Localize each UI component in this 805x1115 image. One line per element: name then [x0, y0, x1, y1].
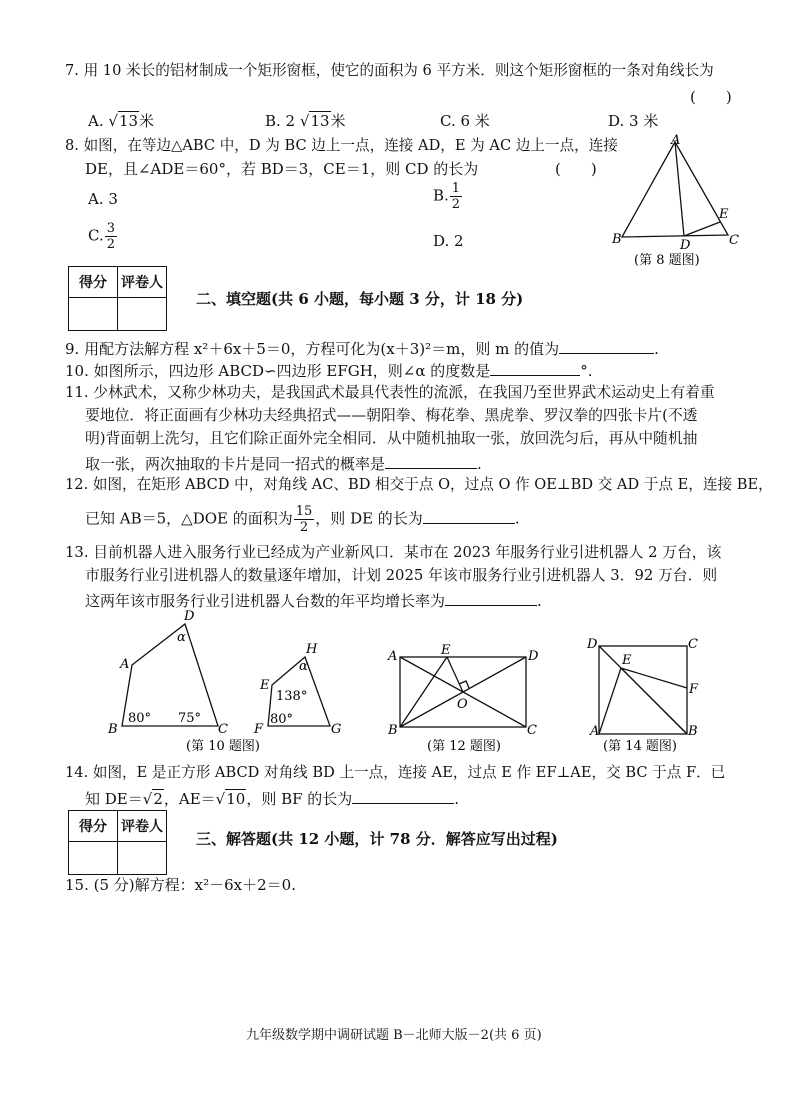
svg-text:A: A — [120, 657, 130, 672]
q8-line1: 8. 如图，在等边△ABC 中，D 为 BC 边上一点，连接 AD，E 为 AC 边上一点，连接 — [65, 137, 618, 154]
svg-text:α: α — [177, 630, 186, 645]
svg-text:B: B — [108, 722, 118, 737]
section3-title: 三、解答题(共 12 小题，计 78 分．解答应写出过程) — [196, 830, 558, 848]
svg-text:α: α — [299, 659, 308, 674]
svg-text:B: B — [388, 723, 398, 738]
svg-text:C: C — [218, 722, 228, 737]
q8-option-b: B. $\frac{1}{2}$ — [433, 181, 461, 212]
svg-text:80°: 80° — [270, 712, 294, 727]
svg-text:E: E — [260, 678, 270, 693]
svg-text:B: B — [612, 232, 622, 247]
svg-text:G: G — [331, 722, 342, 737]
svg-text:E: E — [441, 643, 451, 658]
q7-option-a: A. √13米 — [88, 112, 155, 130]
svg-text:C: C — [688, 637, 698, 652]
svg-text:C: C — [527, 723, 537, 738]
q8-option-d: D. 2 — [433, 232, 464, 250]
svg-text:O: O — [457, 697, 468, 712]
svg-text:B: B — [688, 724, 698, 739]
q13-line1: 13. 目前机器人进入服务行业已经成为产业新风口．某市在 2023 年服务行业引进机器人 2 万台，该 — [65, 544, 722, 561]
q11-line3: 明)背面朝上洗匀，且它们除正面外完全相同．从中随机抽取一张，放回洗匀后，再从中随机抽 — [85, 430, 698, 447]
section2-title: 二、填空题(共 6 小题，每小题 3 分，计 18 分) — [196, 290, 524, 308]
q7-answer-paren: ( ) — [690, 88, 732, 106]
svg-text:(第 10 题图): (第 10 题图) — [186, 739, 260, 754]
svg-text:E: E — [719, 207, 729, 222]
q11-line2: 要地位．将正面画有少林功夫经典招式——朝阳拳、梅花拳、黑虎拳、罗汉拳的四张卡片(不透 — [85, 407, 698, 424]
q13-line3: 这两年该市服务行业引进机器人台数的年平均增长率为 . — [85, 592, 542, 610]
svg-text:(第 8 题图): (第 8 题图) — [634, 253, 700, 268]
svg-text:F: F — [254, 722, 264, 737]
svg-text:A: A — [590, 724, 600, 739]
svg-text:C: C — [729, 233, 739, 248]
svg-text:(第 14 题图): (第 14 题图) — [603, 739, 677, 754]
svg-text:A: A — [388, 649, 398, 664]
score-box-section2: 得分 评卷人 — [68, 266, 167, 331]
svg-text:138°: 138° — [276, 689, 308, 704]
q11-line1: 11. 少林武术，又称少林功夫，是我国武术最具代表性的流派，在我国乃至世界武术运动史上有着重 — [65, 384, 715, 401]
q8-answer-paren: ( ) — [555, 160, 597, 178]
q8-option-c: C. $\frac{3}{2}$ — [88, 221, 115, 252]
q11-line4: 取一张，两次抽取的卡片是同一招式的概率是 . — [85, 455, 482, 473]
svg-text:F: F — [689, 682, 699, 697]
svg-text:(第 12 题图): (第 12 题图) — [427, 739, 501, 754]
q7-option-c: C. 6 米 — [440, 112, 490, 130]
q12-line1: 12. 如图，在矩形 ABCD 中，对角线 AC、BD 相交于点 O，过点 O 作 OE⊥BD 交 AD 于点 E，连接 BE， — [65, 476, 773, 493]
svg-text:D: D — [680, 238, 691, 253]
q8-line2: DE，且∠ADE＝60°，若 BD＝3，CE＝1，则 CD 的长为 — [85, 160, 479, 178]
svg-text:A: A — [671, 133, 681, 148]
q10: 10. 如图所示，四边形 ABCD∽四边形 EFGH，则∠α 的度数是 °. — [65, 362, 593, 380]
q9: 9. 用配方法解方程 x²＋6x＋5＝0，方程可化为(x＋3)²＝m，则 m 的值为 . — [65, 340, 659, 358]
svg-text:H: H — [306, 642, 318, 657]
q13-line2: 市服务行业引进机器人的数量逐年增加，计划 2025 年该市服务行业引进机器人 3．92 万台．则 — [85, 567, 718, 584]
q7-option-b: B. 2 √13米 — [265, 112, 346, 130]
svg-text:D: D — [587, 637, 598, 652]
svg-text:80°: 80° — [128, 711, 152, 726]
q8-option-a: A. 3 — [88, 190, 118, 208]
q7-option-d: D. 3 米 — [608, 112, 659, 130]
page-footer: 九年级数学期中调研试题 B－北师大版－2(共 6 页) — [246, 1028, 542, 1043]
q14-line1: 14. 如图，E 是正方形 ABCD 对角线 BD 上一点，连接 AE，过点 E 作 EF⊥AE，交 BC 于点 F．已 — [65, 764, 726, 781]
svg-text:D: D — [184, 609, 195, 624]
svg-text:E: E — [622, 653, 632, 668]
svg-text:D: D — [528, 649, 539, 664]
q7-stem: 7. 用 10 米长的铝材制成一个矩形窗框，使它的面积为 6 平方米．则这个矩形窗框的一条对角线长为 — [65, 62, 714, 79]
score-box-section3: 得分 评卷人 — [68, 810, 167, 875]
svg-text:75°: 75° — [178, 711, 202, 726]
q12-line2: 已知 AB＝5，△DOE 的面积为 $\frac{15}{2}$ ，则 DE 的长为 . — [85, 504, 520, 535]
q15: 15. (5 分)解方程：x²－6x＋2＝0. — [65, 876, 296, 894]
q14-line2: 知 DE＝√2，AE＝√10，则 BF 的长为 . — [85, 790, 460, 808]
